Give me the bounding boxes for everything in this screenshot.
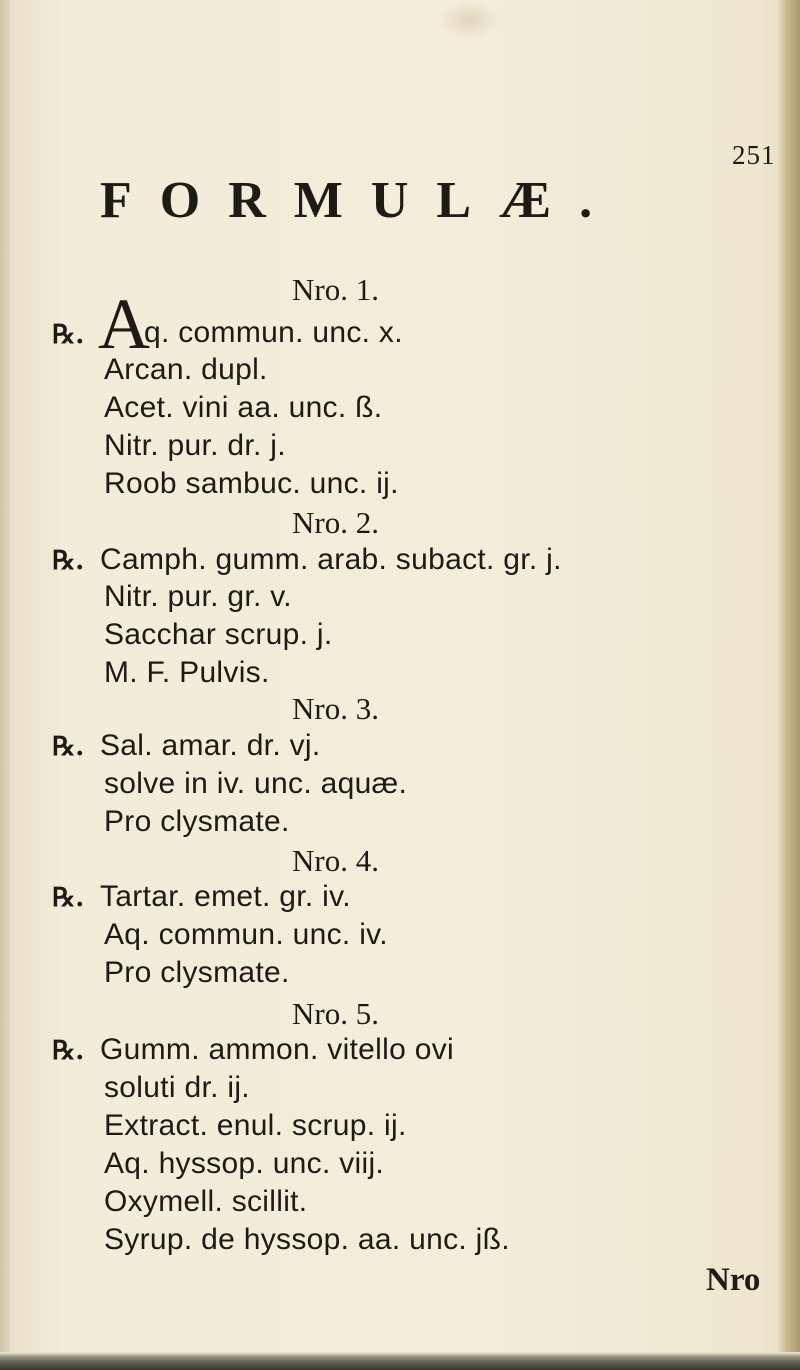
recipe-symbol: ℞. <box>52 732 85 762</box>
recipe-line: Pro clysmate. <box>104 805 290 838</box>
recipe-line: Extract. enul. scrup. ij. <box>104 1109 407 1142</box>
catchword: Nro <box>706 1262 761 1298</box>
recipe-line: M. F. Pulvis. <box>104 656 270 689</box>
recipe-symbol: ℞. <box>52 546 85 576</box>
recipe-line: Sal. amar. dr. vj. <box>100 729 321 762</box>
drop-initial: A <box>98 284 150 364</box>
page-left-edge <box>0 0 10 1370</box>
recipe-line: Roob sambuc. unc. ij. <box>104 467 399 500</box>
recipe-symbol: ℞. <box>52 1036 85 1066</box>
recipe-line: Nitr. pur. gr. v. <box>104 580 292 613</box>
recipe-line: Sacchar scrup. j. <box>104 618 333 651</box>
recipe-line: Tartar. emet. gr. iv. <box>100 880 351 913</box>
recipe-line: solve in iv. unc. aquæ. <box>104 767 408 800</box>
recipe-number: Nro. 4. <box>292 843 379 878</box>
recipe-line: Camph. gumm. arab. subact. gr. j. <box>100 543 562 576</box>
recipe-number: Nro. 5. <box>292 996 379 1031</box>
page-bottom-edge <box>0 1352 800 1370</box>
recipe-line: Aq. hyssop. unc. viij. <box>104 1147 385 1180</box>
recipe-symbol: ℞. <box>52 883 85 913</box>
recipe-number: Nro. 3. <box>292 691 379 726</box>
recipe-line: Aq. commun. unc. iv. <box>104 918 388 951</box>
page-right-edge <box>778 0 800 1370</box>
paper-stain <box>440 0 500 40</box>
recipe-line: Pro clysmate. <box>104 956 290 989</box>
recipe-line: q. commun. unc. x. <box>144 316 403 349</box>
recipe-line: Arcan. dupl. <box>104 353 268 386</box>
recipe-number: Nro. 2. <box>292 505 379 540</box>
recipe-number: Nro. 1. <box>292 272 379 307</box>
running-head: FORMULÆ. <box>100 172 621 229</box>
recipe-line: Syrup. de hyssop. aa. unc. jß. <box>104 1223 510 1256</box>
recipe-line: soluti dr. ij. <box>104 1071 250 1104</box>
recipe-line: Oxymell. scillit. <box>104 1185 308 1218</box>
recipe-line: Nitr. pur. dr. j. <box>104 429 286 462</box>
recipe-line: Acet. vini aa. unc. ß. <box>104 391 383 424</box>
page-number: 251 <box>732 140 776 170</box>
recipe-symbol: ℞. <box>52 320 85 350</box>
recipe-line: Gumm. ammon. vitello ovi <box>100 1033 454 1066</box>
